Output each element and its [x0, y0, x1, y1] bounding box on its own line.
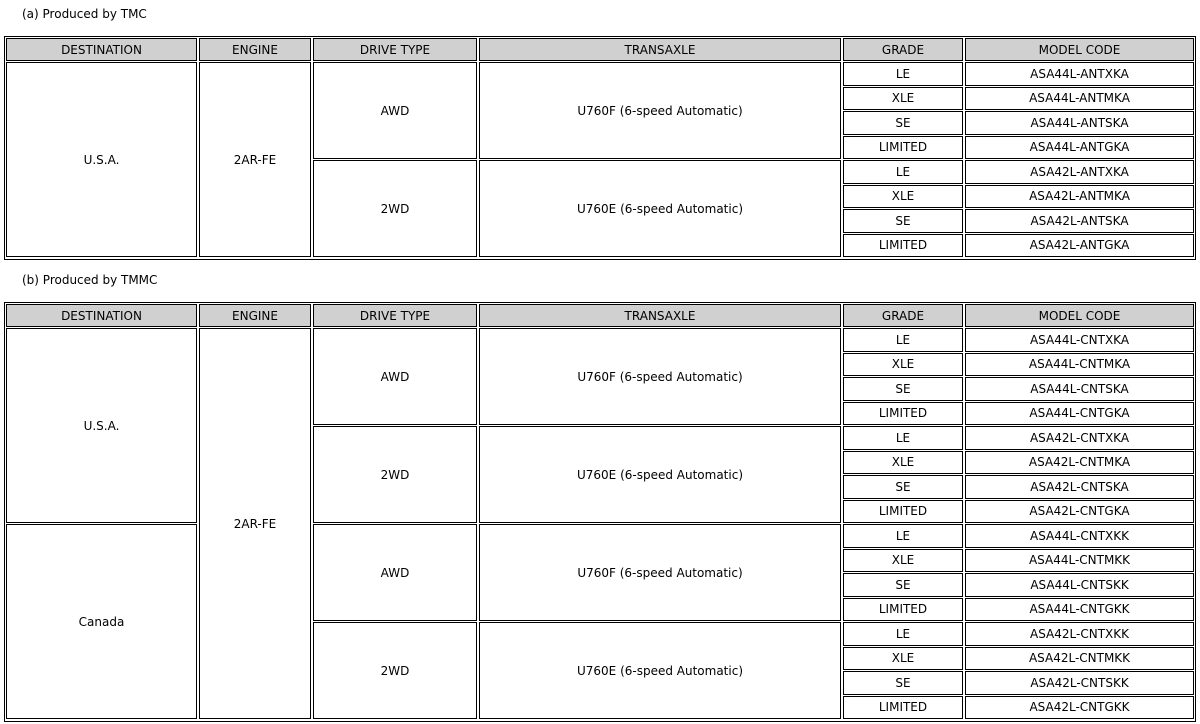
model-code-cell: ASA44L-CNTXKK	[965, 524, 1194, 548]
grade-cell: SE	[843, 671, 963, 695]
model-code-cell: ASA44L-CNTSKK	[965, 573, 1194, 597]
column-header-grade: GRADE	[843, 304, 963, 327]
grade-cell: SE	[843, 573, 963, 597]
destination-cell: Canada	[6, 524, 197, 719]
column-header-transaxle: TRANSAXLE	[479, 38, 841, 61]
grade-cell: LE	[843, 328, 963, 352]
drive-type-cell: AWD	[313, 328, 477, 425]
grade-cell: LE	[843, 622, 963, 646]
grade-cell: XLE	[843, 549, 963, 573]
destination-cell: U.S.A.	[6, 62, 197, 257]
grade-cell: SE	[843, 377, 963, 401]
model-code-cell: ASA42L-CNTMKA	[965, 451, 1194, 475]
grade-cell: XLE	[843, 451, 963, 475]
column-header-engine: ENGINE	[199, 304, 311, 327]
transaxle-cell: U760E (6-speed Automatic)	[479, 160, 841, 257]
column-header-destination: DESTINATION	[6, 304, 197, 327]
column-header-engine: ENGINE	[199, 38, 311, 61]
drive-type-cell: 2WD	[313, 622, 477, 719]
column-header-model-code: MODEL CODE	[965, 38, 1194, 61]
transaxle-cell: U760F (6-speed Automatic)	[479, 328, 841, 425]
column-header-transaxle: TRANSAXLE	[479, 304, 841, 327]
model-code-cell: ASA42L-ANTGKA	[965, 234, 1194, 258]
grade-cell: LE	[843, 62, 963, 86]
model-code-cell: ASA42L-ANTMKA	[965, 185, 1194, 209]
grade-cell: LE	[843, 426, 963, 450]
grade-cell: LIMITED	[843, 598, 963, 622]
model-code-cell: ASA42L-CNTGKK	[965, 696, 1194, 720]
drive-type-cell: 2WD	[313, 426, 477, 523]
model-code-cell: ASA44L-ANTXKA	[965, 62, 1194, 86]
model-code-cell: ASA44L-CNTGKA	[965, 402, 1194, 426]
grade-cell: LIMITED	[843, 500, 963, 524]
drive-type-cell: AWD	[313, 524, 477, 621]
grade-cell: LE	[843, 160, 963, 184]
transaxle-cell: U760E (6-speed Automatic)	[479, 622, 841, 719]
model-code-cell: ASA44L-CNTMKA	[965, 353, 1194, 377]
model-code-cell: ASA42L-CNTMKK	[965, 647, 1194, 671]
grade-cell: LE	[843, 524, 963, 548]
grade-cell: SE	[843, 111, 963, 135]
model-code-cell: ASA42L-ANTSKA	[965, 209, 1194, 233]
section-caption: (b) Produced by TMMC	[22, 273, 158, 287]
model-code-cell: ASA44L-CNTSKA	[965, 377, 1194, 401]
column-header-drive-type: DRIVE TYPE	[313, 38, 477, 61]
grade-cell: XLE	[843, 647, 963, 671]
model-code-cell: ASA44L-CNTGKK	[965, 598, 1194, 622]
section-caption: (a) Produced by TMC	[22, 7, 147, 21]
grade-cell: LIMITED	[843, 402, 963, 426]
model-code-cell: ASA42L-CNTGKA	[965, 500, 1194, 524]
column-header-grade: GRADE	[843, 38, 963, 61]
grade-cell: SE	[843, 475, 963, 499]
model-code-cell: ASA44L-ANTMKA	[965, 87, 1194, 111]
transaxle-cell: U760F (6-speed Automatic)	[479, 62, 841, 159]
model-code-cell: ASA42L-CNTSKK	[965, 671, 1194, 695]
grade-cell: LIMITED	[843, 234, 963, 258]
column-header-destination: DESTINATION	[6, 38, 197, 61]
engine-cell: 2AR-FE	[199, 62, 311, 257]
column-header-drive-type: DRIVE TYPE	[313, 304, 477, 327]
model-code-cell: ASA42L-CNTXKK	[965, 622, 1194, 646]
drive-type-cell: 2WD	[313, 160, 477, 257]
grade-cell: SE	[843, 209, 963, 233]
grade-cell: XLE	[843, 353, 963, 377]
transaxle-cell: U760F (6-speed Automatic)	[479, 524, 841, 621]
grade-cell: LIMITED	[843, 136, 963, 160]
model-code-cell: ASA44L-CNTMKK	[965, 549, 1194, 573]
column-header-model-code: MODEL CODE	[965, 304, 1194, 327]
grade-cell: LIMITED	[843, 696, 963, 720]
model-code-cell: ASA44L-ANTSKA	[965, 111, 1194, 135]
destination-cell: U.S.A.	[6, 328, 197, 523]
grade-cell: XLE	[843, 185, 963, 209]
model-code-cell: ASA44L-CNTXKA	[965, 328, 1194, 352]
engine-cell: 2AR-FE	[199, 328, 311, 719]
drive-type-cell: AWD	[313, 62, 477, 159]
grade-cell: XLE	[843, 87, 963, 111]
model-code-cell: ASA42L-CNTXKA	[965, 426, 1194, 450]
transaxle-cell: U760E (6-speed Automatic)	[479, 426, 841, 523]
model-code-cell: ASA42L-CNTSKA	[965, 475, 1194, 499]
model-code-cell: ASA44L-ANTGKA	[965, 136, 1194, 160]
model-code-cell: ASA42L-ANTXKA	[965, 160, 1194, 184]
